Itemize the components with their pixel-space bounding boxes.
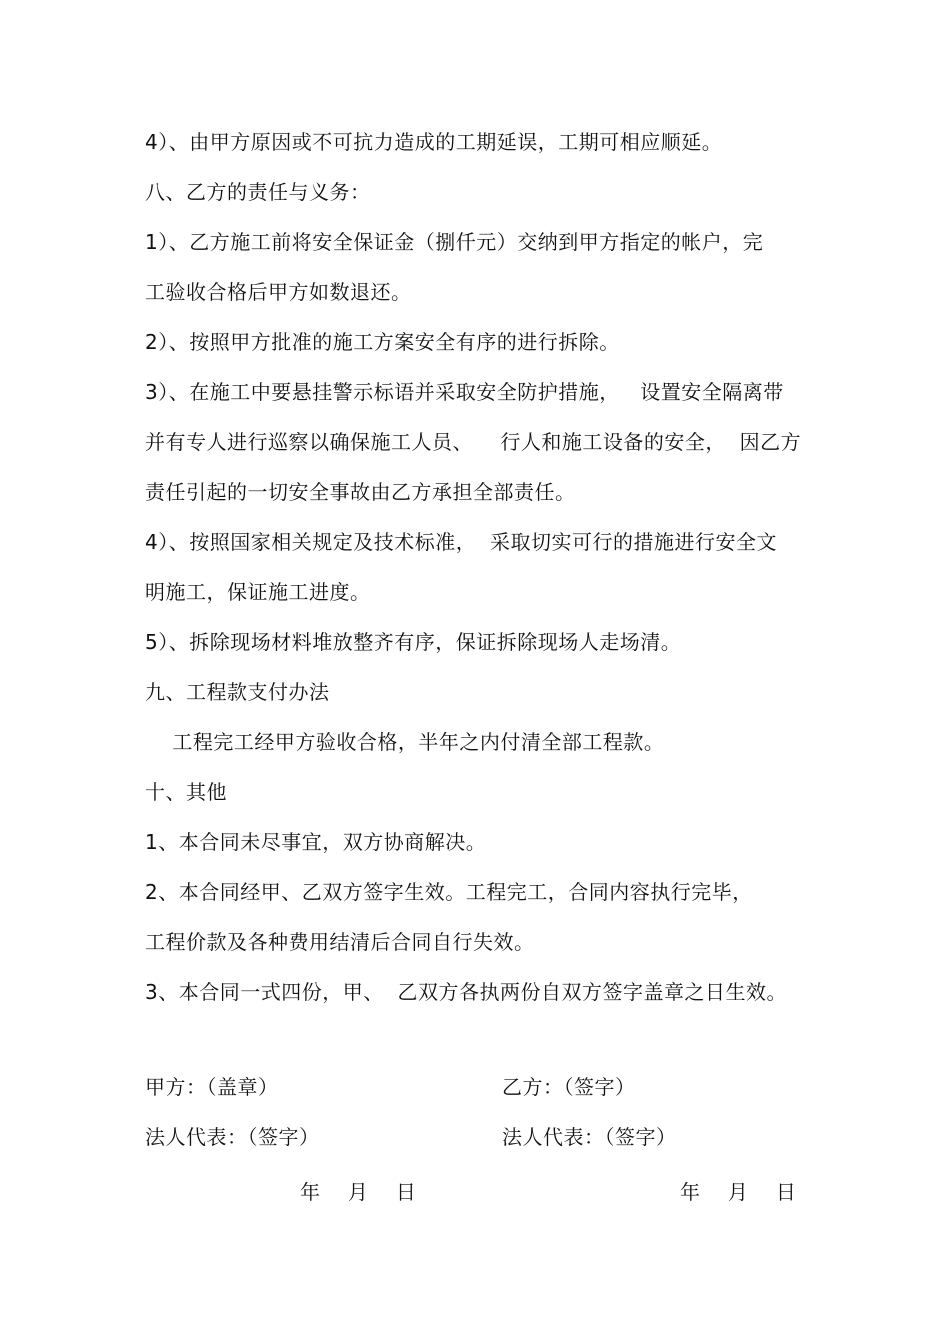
clause-8-1-line-2: 工验收合格后甲方如数退还。	[145, 280, 412, 304]
clause-8-3-line-2: 并有专人进行巡察以确保施工人员、 行人和施工设备的安全， 因乙方	[145, 430, 802, 454]
section-9-heading: 九、工程款支付办法	[145, 680, 330, 704]
clause-8-4-line-1: 4）、按照国家相关规定及技术标准， 采取切实可行的措施进行安全文	[145, 530, 777, 554]
section-8-heading: 八、乙方的责任与义务：	[145, 180, 371, 204]
clause-8-1-line-1: 1）、乙方施工前将安全保证金（捌仟元）交纳到甲方指定的帐户，完	[145, 230, 764, 254]
clause-10-2-line-1: 2、本合同经甲、乙双方签字生效。工程完工，合同内容执行完毕，	[145, 880, 753, 904]
clause-10-2-line-2: 工程价款及各种费用结清后合同自行失效。	[145, 930, 535, 954]
clause-10-1: 1、本合同未尽事宜，双方协商解决。	[145, 830, 487, 854]
clause-8-2: 2）、按照甲方批准的施工方案安全有序的进行拆除。	[145, 330, 620, 354]
clause-8-4-line-2: 明施工，保证施工进度。	[145, 580, 371, 604]
party-a-legal-rep: 法人代表：（签字）	[145, 1125, 320, 1149]
party-b-date: 年 月 日	[680, 1180, 797, 1204]
clause-8-3-line-3: 责任引起的一切安全事故由乙方承担全部责任。	[145, 480, 576, 504]
clause-8-5: 5）、拆除现场材料堆放整齐有序，保证拆除现场人走场清。	[145, 630, 682, 654]
section-9-body: 工程完工经甲方验收合格，半年之内付清全部工程款。	[145, 730, 665, 754]
clause-8-3-line-1: 3）、在施工中要悬挂警示标语并采取安全防护措施， 设置安全隔离带	[145, 380, 784, 404]
party-a-seal-label: 甲方：（盖章）	[145, 1075, 279, 1099]
party-a-date: 年 月 日	[300, 1180, 417, 1204]
party-b-sign-label: 乙方：（签字）	[502, 1075, 636, 1099]
party-b-legal-rep: 法人代表：（签字）	[502, 1125, 677, 1149]
clause-7-4: 4）、由甲方原因或不可抗力造成的工期延误，工期可相应顺延。	[145, 130, 723, 154]
section-10-heading: 十、其他	[145, 780, 227, 804]
clause-10-3: 3、本合同一式四份，甲、 乙双方各执两份自双方签字盖章之日生效。	[145, 980, 787, 1004]
